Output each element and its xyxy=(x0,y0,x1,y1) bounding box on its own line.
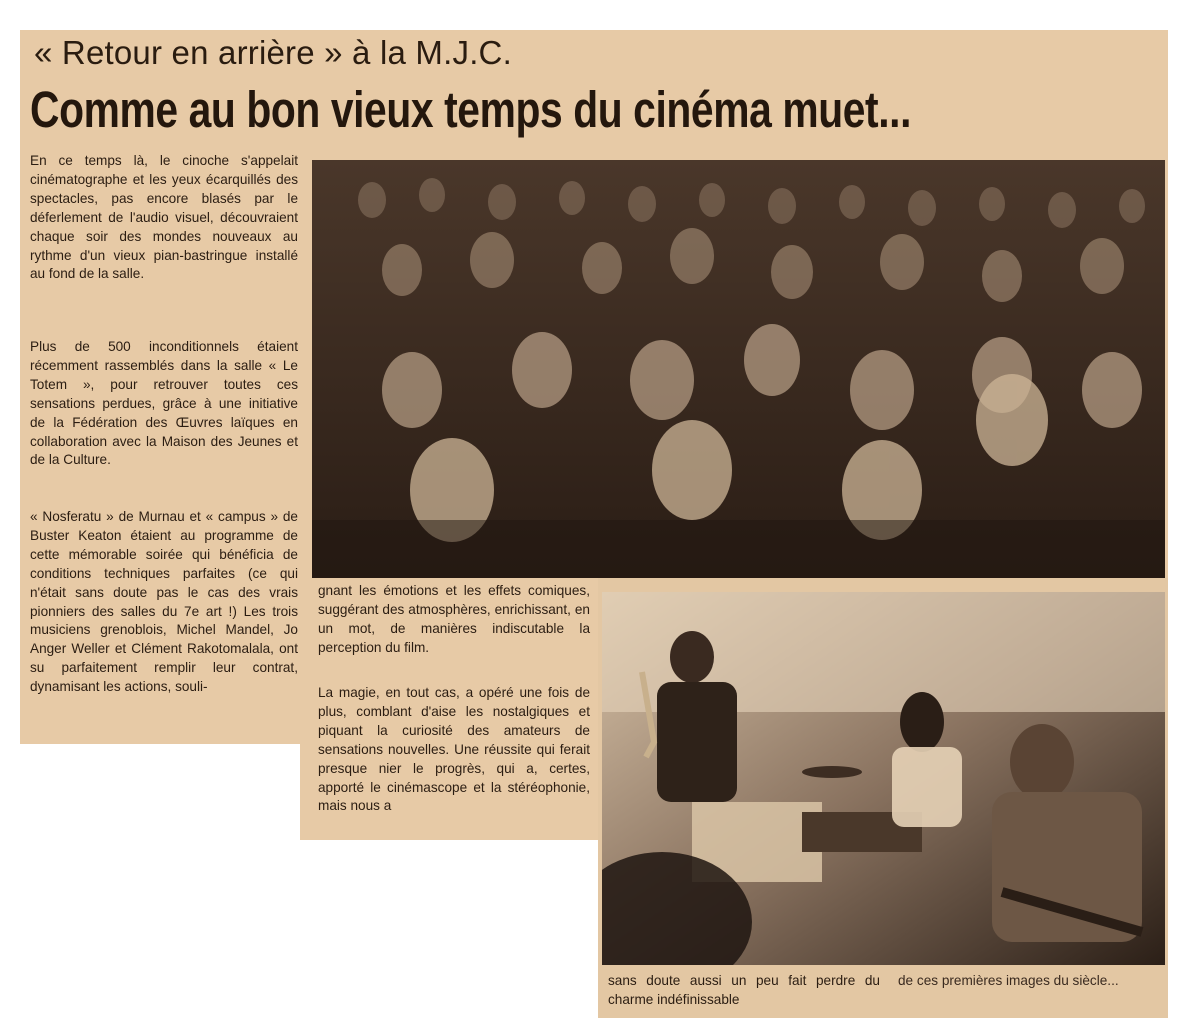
paragraph-3: « Nosferatu » de Murnau et « campus » de Buster Keaton étaient au programme de cette mémorable soirée qui bénéficia de conditions techniques parfaites (ce qui n'était sans doute pas le cas des vrais pionniers des salles du 7e art !) Les trois musiciens grenoblois, Michel Mandel, Jo Anger Weller et Clément Rakotomalala, ont su parfaitement remplir leur contrat, dynamisant les actions, souli- xyxy=(30,509,298,695)
audience-photo xyxy=(312,160,1165,578)
photo-caption-part-1: sans doute aussi un peu fait perdre du charme indéfinissable xyxy=(608,973,880,1007)
article-column-2b xyxy=(318,684,590,825)
paragraph-4: gnant les émotions et les effets comiques, suggérant des atmosphères, enrichissant, en un mot, de manières indiscutable la perception du film. xyxy=(318,583,590,655)
article-column-1c xyxy=(30,508,298,706)
photo-caption-part-2: de ces premières images du siècle... xyxy=(898,973,1119,988)
article-kicker: « Retour en arrière » à la M.J.C. xyxy=(34,34,512,71)
article-column-2 xyxy=(318,582,590,667)
musicians-photo xyxy=(602,592,1165,965)
musicians-photo-graphic xyxy=(602,592,1165,965)
article-column-1b xyxy=(30,338,298,479)
article-column-1 xyxy=(30,152,298,293)
paragraph-5: La magie, en tout cas, a opéré une fois de plus, comblant d'aise les nostalgiques et piquant la curiosité des amateurs de sensations nouvelles. Une réussite qui ferait presque nier le progrès, qui a, certes, apporté le cinémascope et la stéréophonie, mais nous a xyxy=(318,685,590,814)
article-headline: Comme au bon vieux temps du cinéma muet... xyxy=(30,81,911,138)
paragraph-2: Plus de 500 inconditionnels étaient récemment rassemblés dans la salle « Le Totem », pour retrouver toutes ces sensations perdues, grâce à une initiative de la Fédération des Œuvres laïques en collaboration avec la Maison des Jeunes et de la Culture. xyxy=(30,339,298,468)
audience-photo-graphic xyxy=(312,160,1165,578)
paragraph-1: En ce temps là, le cinoche s'appelait cinématographe et les yeux écarquillés des spectacles, pas encore blasés par le déferlement de l'audio visuel, découvraient chaque soir des mondes nouveaux au rythme d'un vieux pian-bastringue installé au fond de la salle. xyxy=(30,153,298,282)
